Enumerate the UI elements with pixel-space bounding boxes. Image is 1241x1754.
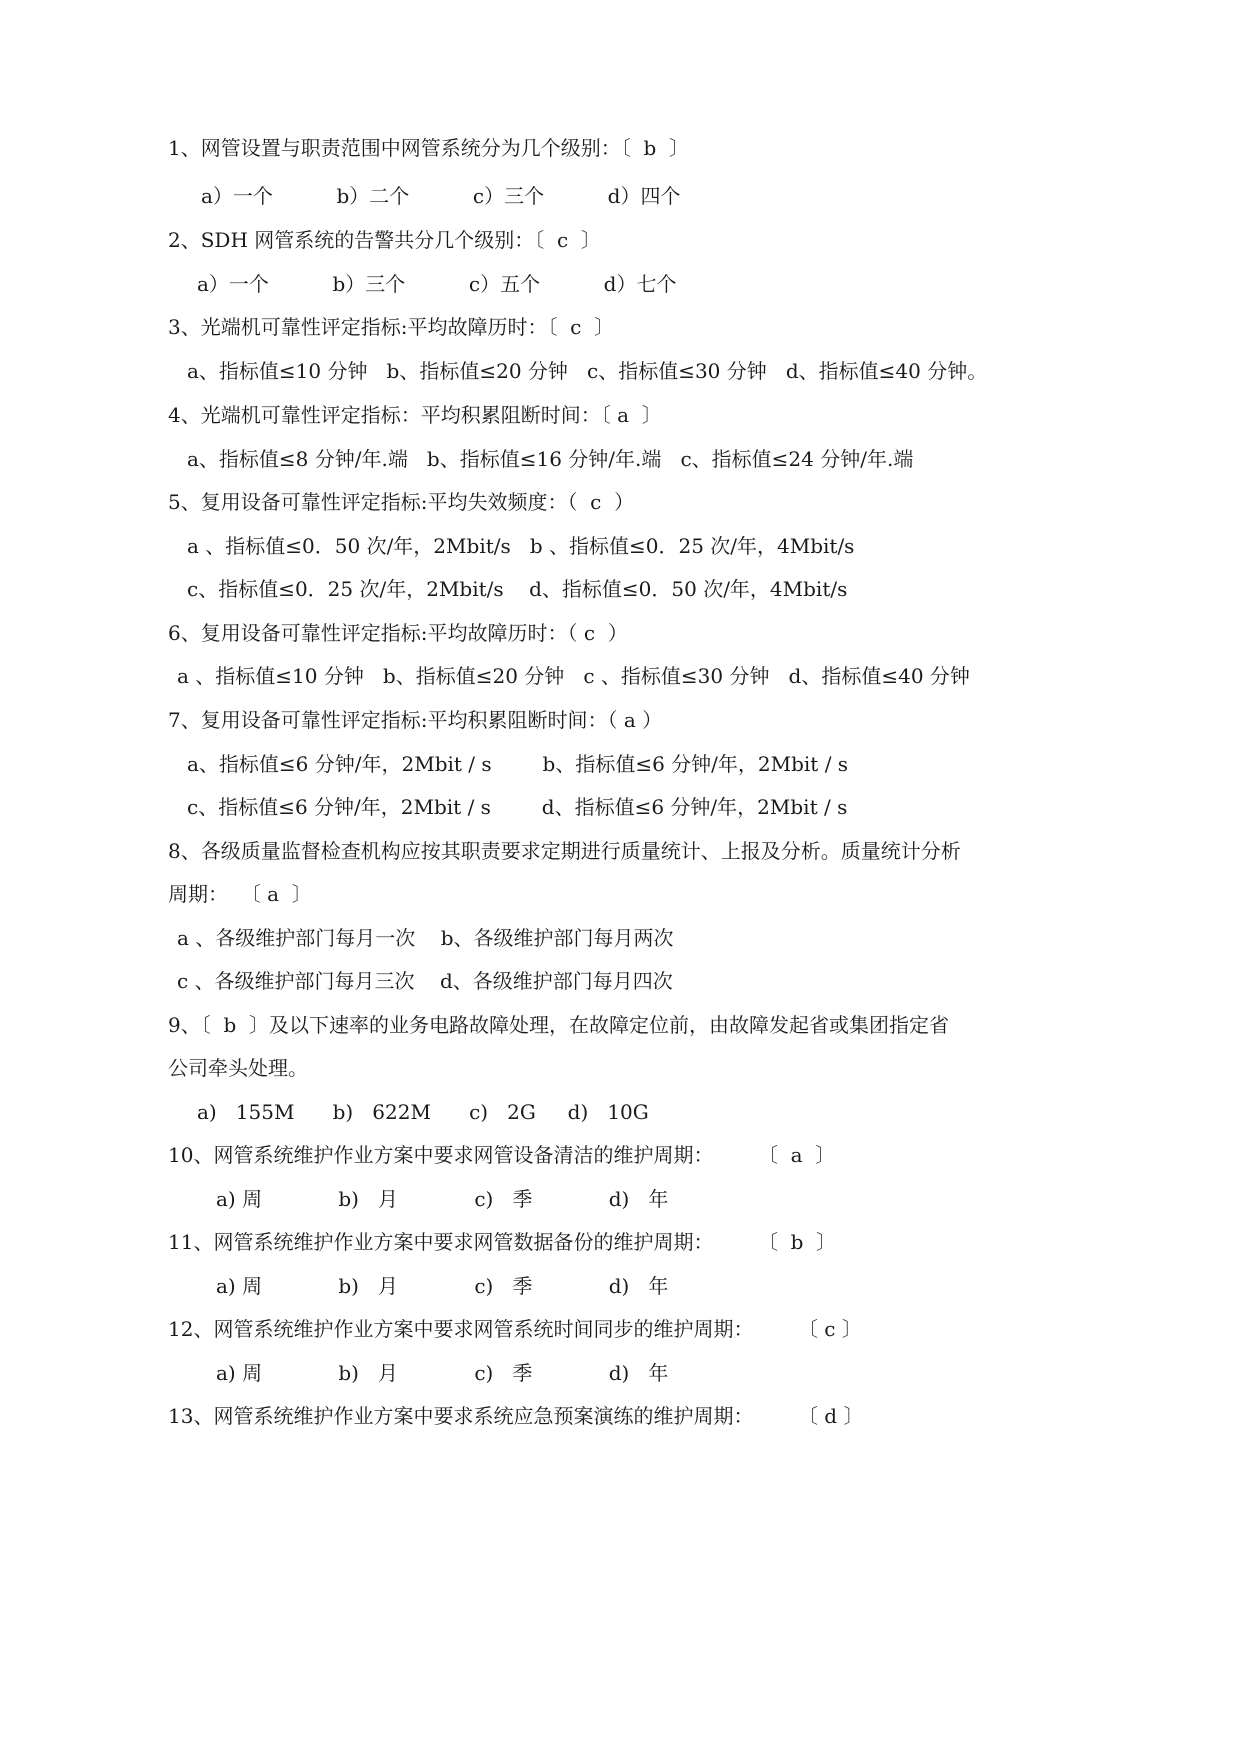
options-2: a）一个 b）三个 c）五个 d）七个 (197, 272, 677, 296)
question-9-line1: 9、〔 b 〕及以下速率的业务电路故障处理，在故障定位前，由故障发起省或集团指定省 (168, 1013, 949, 1037)
options-7a: a、指标值≤6 分钟/年，2Mbit / s b、指标值≤6 分钟/年，2Mbit / s (187, 752, 849, 776)
question-8-line1: 8、各级质量监督检查机构应按其职责要求定期进行质量统计、上报及分析。质量统计分析 (168, 839, 961, 863)
options-8b: c 、各级维护部门每月三次 d、各级维护部门每月四次 (177, 969, 673, 993)
options-4: a、指标值≤8 分钟/年.端 b、指标值≤16 分钟/年.端 c、指标值≤24 分钟/年.端 (187, 447, 914, 471)
question-4: 4、光端机可靠性评定指标：平均积累阻断时间：〔 a 〕 (168, 403, 662, 427)
options-9: a) 155M b) 622M c) 2G d) 10G (197, 1100, 649, 1124)
question-2: 2、SDH 网管系统的告警共分几个级别：〔 c 〕 (168, 228, 601, 252)
options-6: a 、指标值≤10 分钟 b、指标值≤20 分钟 c 、指标值≤30 分钟 d、指标值≤40 分钟 (177, 664, 970, 688)
options-8a: a 、各级维护部门每月一次 b、各级维护部门每月两次 (177, 926, 674, 950)
question-8-line2: 周期： 〔 a 〕 (168, 882, 312, 906)
options-11: a) 周 b) 月 c) 季 d) 年 (216, 1274, 669, 1298)
question-12: 12、网管系统维护作业方案中要求网管系统时间同步的维护周期： 〔 c 〕 (168, 1317, 862, 1341)
question-5: 5、复用设备可靠性评定指标:平均失效频度：（ c ） (168, 490, 635, 514)
question-3: 3、光端机可靠性评定指标:平均故障历时：〔 c 〕 (168, 315, 615, 339)
question-6: 6、复用设备可靠性评定指标:平均故障历时：（ c ） (168, 621, 628, 645)
question-13: 13、网管系统维护作业方案中要求系统应急预案演练的维护周期： 〔 d 〕 (168, 1404, 864, 1428)
question-1: 1、网管设置与职责范围中网管系统分为几个级别：〔 b 〕 (168, 136, 689, 160)
question-7: 7、复用设备可靠性评定指标:平均积累阻断时间：（ a ） (168, 708, 663, 732)
options-3: a、指标值≤10 分钟 b、指标值≤20 分钟 c、指标值≤30 分钟 d、指标值≤40 分钟。 (187, 359, 988, 383)
options-10: a) 周 b) 月 c) 季 d) 年 (216, 1187, 669, 1211)
options-5b: c、指标值≤0．25 次/年，2Mbit/s d、指标值≤0．50 次/年，4Mbit/s (187, 577, 848, 601)
options-5a: a 、指标值≤0．50 次/年，2Mbit/s b 、指标值≤0．25 次/年，4Mbit/s (187, 534, 855, 558)
question-9-line2: 公司牵头处理。 (168, 1056, 308, 1080)
options-7b: c、指标值≤6 分钟/年，2Mbit / s d、指标值≤6 分钟/年，2Mbit / s (187, 795, 848, 819)
options-1: a）一个 b）二个 c）三个 d）四个 (201, 184, 681, 208)
question-11: 11、网管系统维护作业方案中要求网管数据备份的维护周期： 〔 b 〕 (168, 1230, 837, 1254)
options-12: a) 周 b) 月 c) 季 d) 年 (216, 1361, 669, 1385)
question-10: 10、网管系统维护作业方案中要求网管设备清洁的维护周期： 〔 a 〕 (168, 1143, 836, 1167)
